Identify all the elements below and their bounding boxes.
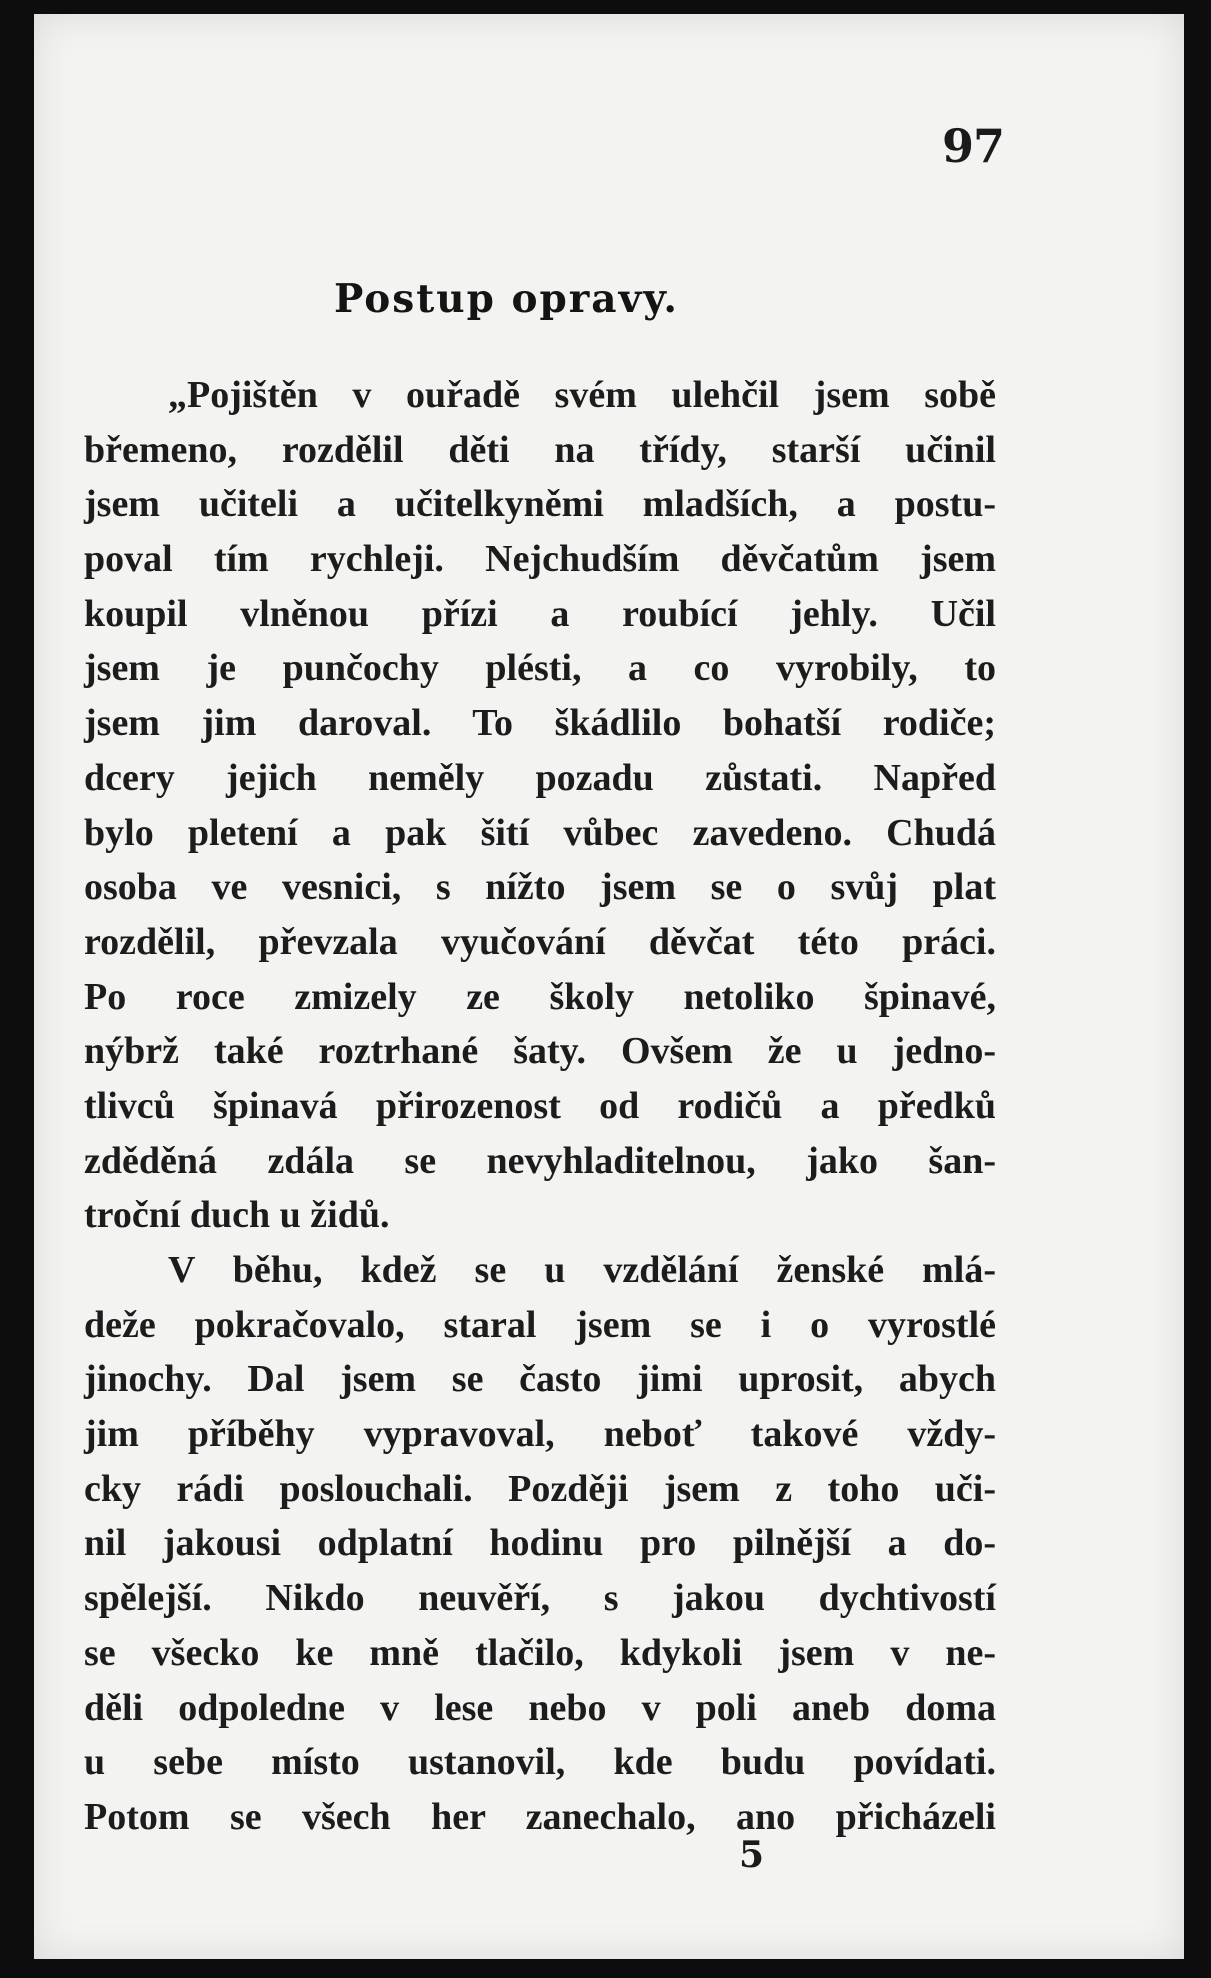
- text-line: u sebe místo ustanovil, kde budu povídati.: [84, 1741, 996, 1784]
- text-line: zděděná zdála se nevyhladitelnou, jako šan-: [84, 1139, 996, 1182]
- text-line: se všecko ke mně tlačilo, kdykoli jsem v ne-: [84, 1631, 996, 1674]
- text-line: Po roce zmizely ze školy netoliko špinavé,: [84, 975, 996, 1018]
- paragraph-1: [84, 368, 996, 1243]
- signature-mark: 5: [739, 1834, 765, 1876]
- text-line: bylo pletení a pak šití vůbec zavedeno. Chudá: [84, 811, 996, 854]
- text-line: osoba ve vesnici, s nížto jsem se o svůj plat: [84, 866, 996, 909]
- text-line: jsem učiteli a učitelkyněmi mladších, a postu-: [84, 483, 996, 526]
- page-number: 97: [941, 119, 1004, 173]
- text-line: deže pokračovalo, staral jsem se i o vyrostlé: [84, 1303, 996, 1346]
- paragraph-2: [84, 1243, 996, 1845]
- text-line: spělejší. Nikdo neuvěří, s jakou dychtivostí: [84, 1577, 996, 1620]
- text-line: nil jakousi odplatní hodinu pro pilnější a do-: [84, 1522, 996, 1565]
- text-line: Potom se všech her zanechalo, ano přicházeli: [84, 1795, 996, 1838]
- text-line: troční duch u židů.: [84, 1194, 390, 1237]
- text-line: jinochy. Dal jsem se často jimi uprosit, abych: [84, 1358, 996, 1401]
- text-line: poval tím rychleji. Nejchudším děvčatům jsem: [84, 538, 996, 581]
- text-line: nýbrž také roztrhané šaty. Ovšem že u jedno-: [84, 1030, 996, 1073]
- text-line: děli odpoledne v lese nebo v poli aneb doma: [84, 1686, 996, 1729]
- text-line: břemeno, rozdělil děti na třídy, starší učinil: [84, 428, 996, 471]
- section-heading: Postup opravy.: [334, 276, 679, 322]
- text-line: koupil vlněnou přízi a roubící jehly. Učil: [84, 592, 996, 635]
- text-line: cky rádi poslouchali. Později jsem z toho uči-: [84, 1467, 996, 1510]
- text-line: jsem je punčochy plésti, a co vyrobily, to: [84, 647, 996, 690]
- text-line: tlivců špinavá přirozenost od rodičů a předků: [84, 1084, 996, 1127]
- text-line: dcery jejich neměly pozadu zůstati. Napřed: [84, 756, 996, 799]
- text-line: jim příběhy vypravoval, neboť takové vždy-: [84, 1413, 996, 1456]
- text-line: jsem jim daroval. To škádlilo bohatší rodiče;: [84, 702, 996, 745]
- text-line: V běhu, kdež se u vzdělání ženské mlá-: [168, 1249, 996, 1291]
- text-line: rozdělil, převzala vyučování děvčat této práci.: [84, 920, 996, 963]
- text-line: „Pojištěn v ouřadě svém ulehčil jsem sobě: [168, 374, 996, 416]
- book-page: [34, 14, 1184, 1959]
